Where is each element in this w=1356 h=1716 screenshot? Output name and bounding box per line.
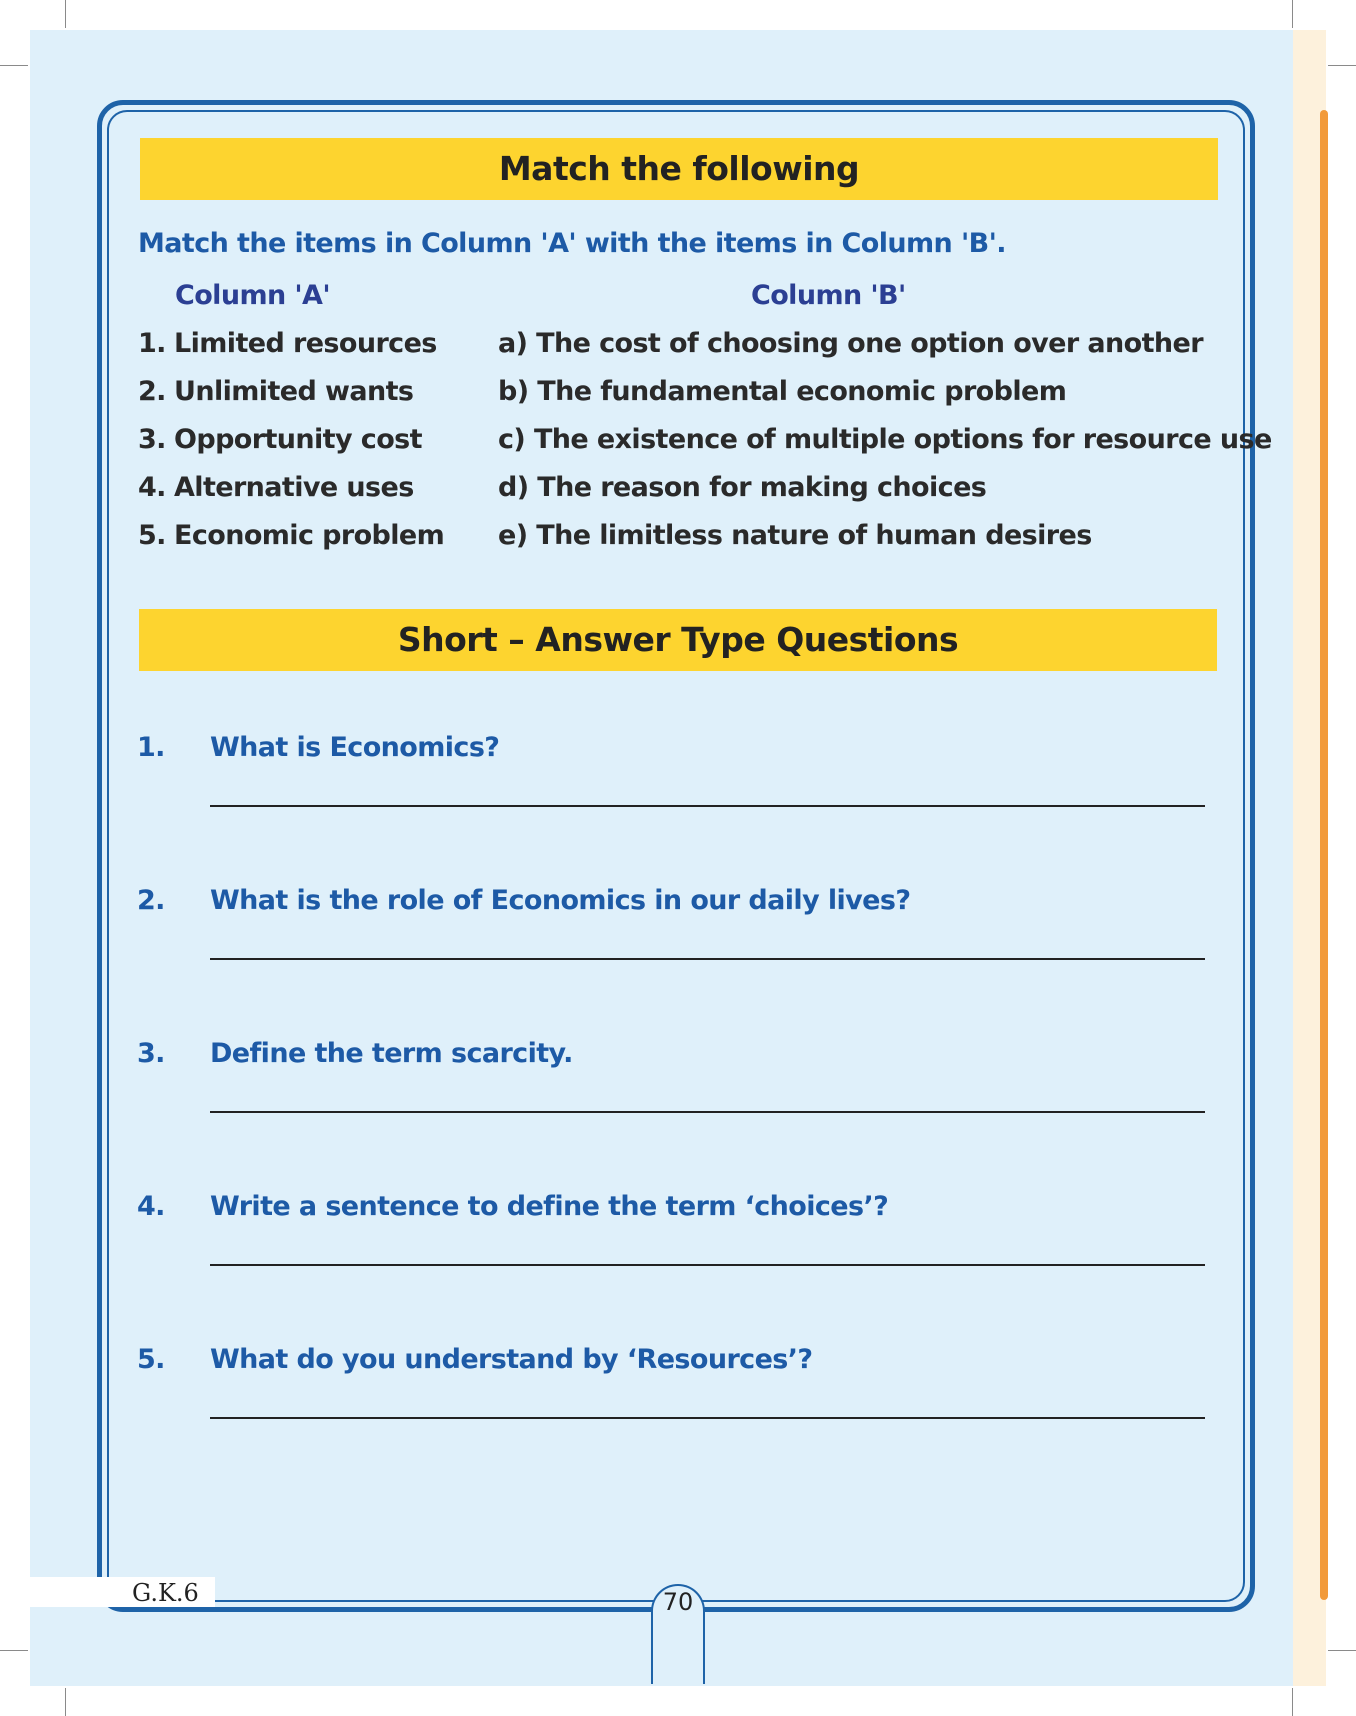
answer-line[interactable] (210, 1111, 1205, 1113)
column-b-item: e) The limitless nature of human desires (498, 520, 1092, 551)
column-b-item: b) The fundamental economic problem (498, 376, 1067, 407)
crop-mark (1328, 65, 1356, 66)
answer-line[interactable] (210, 1264, 1205, 1266)
crop-mark (65, 1688, 66, 1716)
question-text: What do you understand by ‘Resources’? (210, 1344, 813, 1375)
match-section-title: Match the following (140, 138, 1218, 200)
answer-line[interactable] (210, 1417, 1205, 1419)
column-a-item: Opportunity cost (174, 424, 422, 455)
question-number: 1. (137, 732, 165, 763)
match-number: 4. (138, 472, 166, 503)
page-number: 70 (662, 1588, 694, 1616)
column-b-item: c) The existence of multiple options for resource use (498, 424, 1272, 455)
crop-mark (1328, 1650, 1356, 1651)
match-number: 3. (138, 424, 166, 455)
question-number: 5. (137, 1344, 165, 1375)
short-answer-section-title: Short – Answer Type Questions (139, 609, 1217, 671)
crop-mark (1292, 1688, 1293, 1716)
question-number: 3. (137, 1038, 165, 1069)
column-b-header: Column 'B' (751, 280, 906, 311)
book-label (0, 1577, 215, 1607)
match-number: 5. (138, 520, 166, 551)
crop-mark (0, 65, 28, 66)
crop-mark (0, 1650, 28, 1651)
question-text: What is Economics? (210, 732, 500, 763)
crop-mark (1292, 0, 1293, 28)
column-b-item: a) The cost of choosing one option over another (498, 328, 1203, 359)
match-number: 1. (138, 328, 166, 359)
column-a-header: Column 'A' (175, 280, 331, 311)
question-text: What is the role of Economics in our daily lives? (210, 885, 911, 916)
match-instruction: Match the items in Column 'A' with the items in Column 'B'. (138, 228, 1006, 259)
question-number: 2. (137, 885, 165, 916)
match-number: 2. (138, 376, 166, 407)
column-a-item: Limited resources (174, 328, 437, 359)
answer-line[interactable] (210, 958, 1205, 960)
column-a-item: Alternative uses (174, 472, 414, 503)
match-row (0, 520, 1356, 560)
answer-line[interactable] (210, 805, 1205, 807)
column-a-item: Unlimited wants (174, 376, 414, 407)
crop-mark (65, 0, 66, 28)
match-row (0, 328, 1356, 368)
question-number: 4. (137, 1191, 165, 1222)
question-text: Write a sentence to define the term ‘choices’? (210, 1191, 889, 1222)
match-row (0, 424, 1356, 464)
match-row (0, 472, 1356, 512)
match-row (0, 376, 1356, 416)
book-label-text: G.K.6 (132, 1579, 199, 1607)
question-text: Define the term scarcity. (210, 1038, 573, 1069)
column-b-item: d) The reason for making choices (498, 472, 987, 503)
column-a-item: Economic problem (174, 520, 445, 551)
